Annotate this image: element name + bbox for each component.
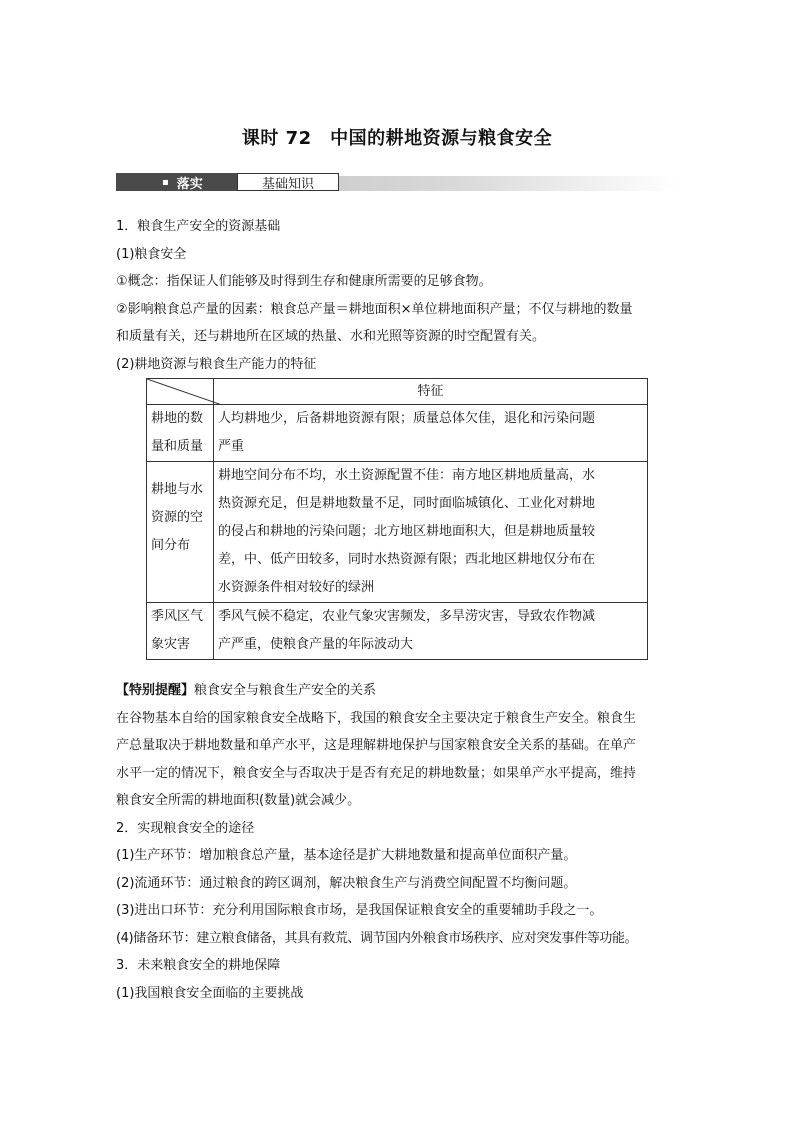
row-label-line: 耕地的数	[151, 411, 204, 426]
row-label-line: 间分布	[151, 538, 191, 553]
section-1-item1: ①概念：指保证人们能够及时得到生存和健康所需要的足够食物。	[116, 274, 492, 289]
section-3-heading: 3．未来粮食安全的耕地保障	[116, 958, 281, 973]
row-content-line: 热资源充足，但是耕地数量不足，同时面临城镇化、工业化对耕地	[218, 496, 596, 511]
section-1-sub2: (2)耕地资源与粮食生产能力的特征	[116, 356, 317, 372]
row-content-line: 人均耕地少，后备耕地资源有限；质量总体欠佳，退化和污染问题	[218, 411, 596, 426]
table-row	[147, 603, 648, 660]
row-label-line: 耕地与水	[151, 482, 204, 497]
section-label-text: 落实	[176, 176, 203, 192]
row-content-line: 严重	[218, 439, 245, 454]
table-header-row	[147, 379, 648, 405]
section-1-heading: 1．粮食生产安全的资源基础	[116, 219, 281, 234]
row-label-line: 季风区气	[151, 609, 204, 624]
table-header-feature: 特征	[214, 379, 648, 405]
row-content-line: 差，中、低产田较多，同时水热资源有限；西北地区耕地仅分布在	[218, 552, 596, 567]
tip-line: 产总量取决于耕地数量和单产水平，这是理解耕地保护与国家粮食安全关系的基础。在单产	[116, 738, 637, 753]
row-content-line: 水资源条件相对较好的绿洲	[218, 580, 375, 595]
row-content-line: 的侵占和耕地的污染问题；北方地区耕地面积大，但是耕地质量较	[218, 524, 596, 539]
row-label	[147, 462, 214, 603]
table-row	[147, 462, 648, 603]
tip-line: 粮食安全所需的耕地面积(数量)就会减少。	[116, 793, 361, 808]
page-title: 课时 72 中国的耕地资源与粮食安全	[241, 128, 553, 149]
tip-line: 在谷物基本自给的国家粮食安全战略下，我国的粮食安全主要决定于粮食生产安全。粮食生	[116, 710, 637, 726]
section-1	[116, 213, 686, 378]
tip-tag: 【特别提醒】	[116, 683, 195, 698]
table-row	[147, 405, 648, 462]
section-bar	[116, 173, 678, 191]
row-label-line: 象灾害	[151, 637, 191, 652]
tip-title: 粮食安全与粮食生产安全的关系	[194, 683, 377, 698]
section-3-sub1: (1)我国粮食安全面临的主要挑战	[116, 985, 304, 1001]
section-label-dark	[116, 173, 237, 191]
row-content-line: 季风气候不稳定，农业气象灾害频发，多旱涝灾害，导致农作物减	[218, 609, 596, 624]
section-2-item: (4)储备环节：建立粮食储备，其具有救荒、调节国内外粮食市场秩序、应对突发事件等功能。	[116, 930, 638, 946]
tip-heading	[116, 677, 686, 705]
feature-table	[146, 378, 648, 660]
row-content-line: 耕地空间分布不均，水土资源配置不佳：南方地区耕地质量高，水	[218, 468, 596, 483]
row-label-line: 量和质量	[151, 439, 204, 454]
diagonal-line-icon	[147, 379, 222, 405]
section-1-sub1: (1)粮食安全	[116, 246, 187, 262]
row-content	[214, 603, 648, 660]
row-content	[214, 462, 648, 603]
section-1-item2-line2: 和质量有关，还与耕地所在区域的热量、水和光照等资源的时空配置有关。	[116, 329, 546, 344]
row-label	[147, 405, 214, 462]
row-label	[147, 603, 214, 660]
section-2-item: (1)生产环节：增加粮食总产量，基本途径是扩大耕地数量和提高单位面积产量。	[116, 848, 577, 863]
tip-and-sections	[116, 677, 686, 1007]
section-2-item: (3)进出口环节：充分利用国际粮食市场，是我国保证粮食安全的重要辅助手段之一。	[116, 903, 603, 918]
row-content-line: 产严重，使粮食产量的年际波动大	[218, 637, 414, 652]
section-2-item: (2)流通环节：通过粮食的跨区调剂，解决粮食生产与消费空间配置不均衡问题。	[116, 875, 577, 891]
section-2-heading: 2．实现粮食安全的途径	[116, 820, 255, 836]
row-content	[214, 405, 648, 462]
section-1-item2-line1: ②影响粮食总产量的因素：粮食总产量＝耕地面积×单位耕地面积产量；不仅与耕地的数量	[116, 301, 633, 317]
section-tab: 基础知识	[237, 173, 339, 191]
square-marker-icon: ▪	[162, 176, 169, 188]
diagonal-header-cell	[147, 379, 214, 405]
row-label-line: 资源的空	[151, 510, 204, 525]
tip-line: 水平一定的情况下，粮食安全与否取决于是否有充足的耕地数量；如果单产水平提高，维持	[116, 765, 637, 781]
